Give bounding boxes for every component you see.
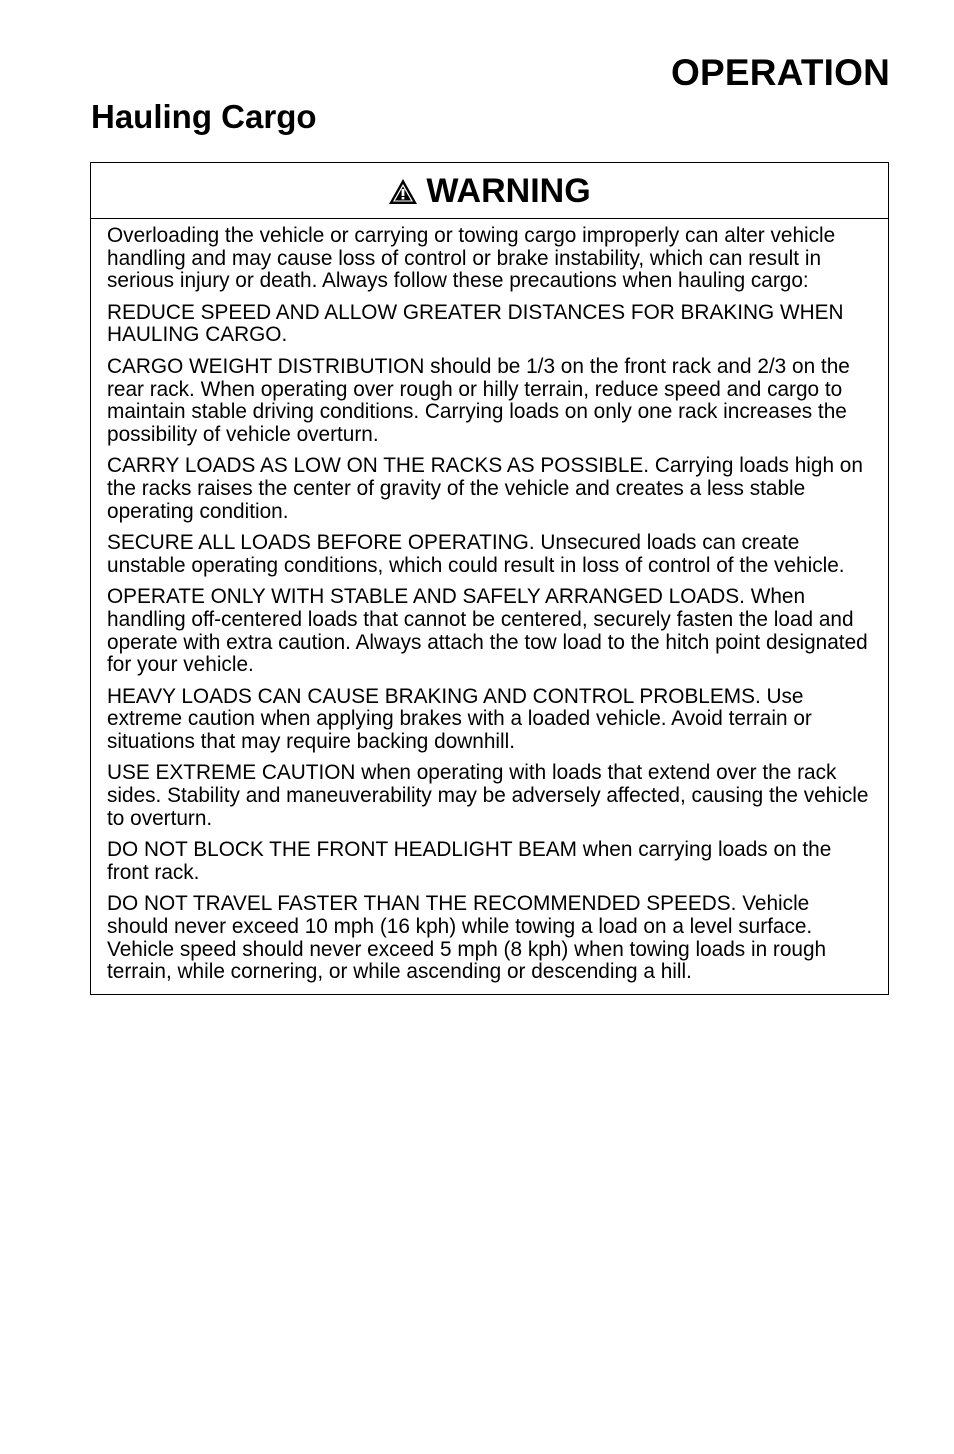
section-header: OPERATION — [670, 52, 890, 93]
warning-paragraph: HEAVY LOADS CAN CAUSE BRAKING AND CONTROL PROBLEMS. Use extreme caution when applying brakes with a loaded vehicle. Avoid terrain or situations that may require backing downhill. — [107, 684, 812, 753]
warning-body — [91, 219, 888, 994]
warning-paragraph: CARRY LOADS AS LOW ON THE RACKS AS POSSIBLE. Carrying loads high on the racks raises the center of gravity of the vehicle and creates a less stable operating condition. — [107, 454, 863, 523]
warning-paragraph: OPERATE ONLY WITH STABLE AND SAFELY ARRANGED LOADS. When handling off-centered loads that cannot be centered, securely fasten the load and operate with extra caution. Always attach the tow load to the hitch point designated for your vehicle. — [107, 585, 868, 677]
warning-paragraph: CARGO WEIGHT DISTRIBUTION should be 1/3 on the front rack and 2/3 on the rear rack. When operating over rough or hilly terrain, reduce speed and cargo to maintain stable driving conditions. Carrying loads on only one rack increases the possibility of vehicle overturn. — [107, 354, 850, 446]
warning-paragraph: Overloading the vehicle or carrying or towing cargo improperly can alter vehicle handling and may cause loss of control or brake instability, which can result in serious injury or death. Always follow these precautions when hauling cargo: — [107, 224, 836, 293]
warning-paragraph: SECURE ALL LOADS BEFORE OPERATING. Unsecured loads can create unstable operating conditions, which could result in loss of control of the vehicle. — [107, 531, 845, 577]
warning-paragraph: DO NOT BLOCK THE FRONT HEADLIGHT BEAM when carrying loads on the front rack. — [107, 838, 832, 884]
warning-paragraph: USE EXTREME CAUTION when operating with loads that extend over the rack sides. Stability and maneuverability may be adversely affected, causing the vehicle to overturn. — [107, 761, 869, 830]
warning-triangle-icon — [388, 178, 418, 205]
page-title: Hauling Cargo — [91, 98, 317, 135]
warning-header — [91, 163, 888, 219]
warning-title: WARNING — [426, 171, 591, 210]
warning-paragraph: REDUCE SPEED AND ALLOW GREATER DISTANCES FOR BRAKING WHEN HAULING CARGO. — [107, 300, 844, 347]
warning-box — [90, 162, 889, 995]
warning-paragraph: DO NOT TRAVEL FASTER THAN THE RECOMMENDED SPEEDS. Vehicle should never exceed 10 mph (16 kph) while towing a load on a level surface. Vehicle speed should never exceed 5 mph (8 kph) when towing loads in rough terrain, while cornering, or while ascending or descending a hill. — [107, 892, 827, 984]
